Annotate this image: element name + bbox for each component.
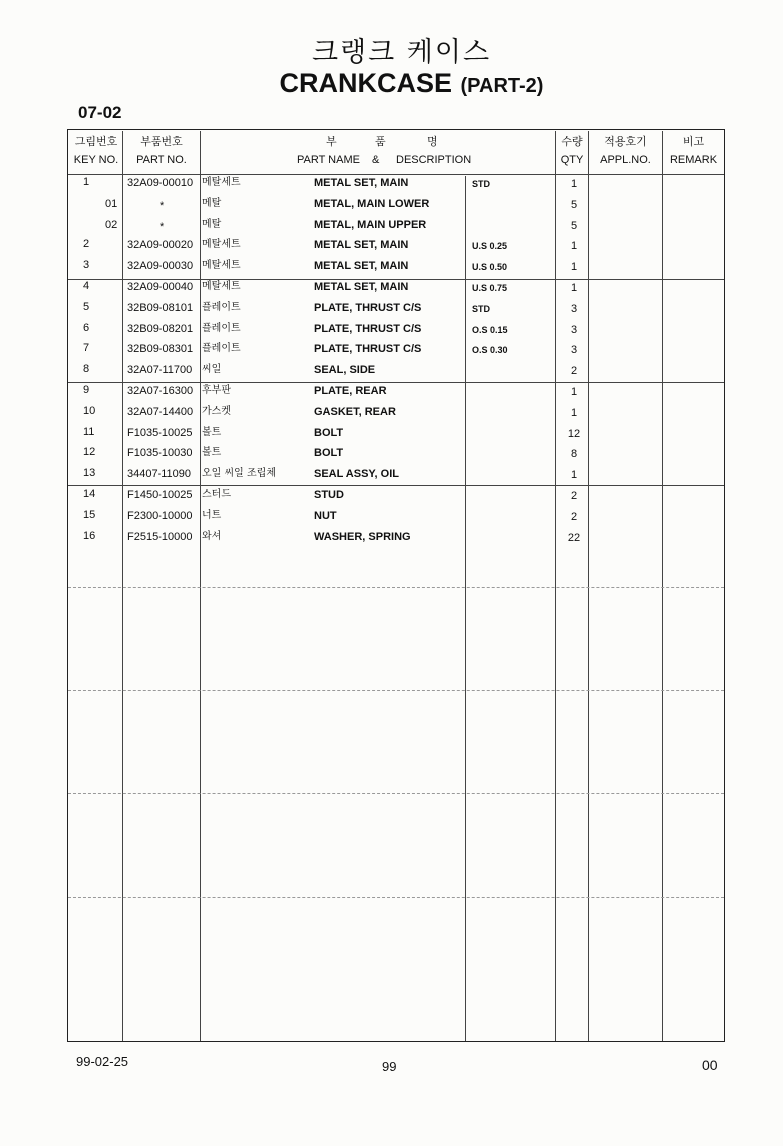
row-key-no: 2 <box>83 238 90 251</box>
row-key-no: 9 <box>83 384 90 396</box>
row-part-no: * <box>160 220 165 233</box>
row-name-korean: 오일 씨일 조립체 <box>202 468 276 480</box>
row-qty: 2 <box>570 510 578 523</box>
row-description: PLATE, THRUST C/S <box>314 343 422 356</box>
row-name-korean: 플레이트 <box>202 301 241 313</box>
group-line-4 <box>68 587 724 588</box>
col-divider-spec <box>465 176 466 1041</box>
row-description: SEAL ASSY, OIL <box>314 468 399 481</box>
row-key-no: 16 <box>83 529 96 542</box>
row-spec: STD <box>472 179 490 189</box>
row-spec: U.S 0.75 <box>472 283 508 293</box>
row-name-korean: 후부판 <box>202 385 231 396</box>
row-key-no: 13 <box>83 467 96 480</box>
row-part-no: * <box>160 199 165 212</box>
row-name-korean: 플레이트 <box>202 343 241 355</box>
row-name-korean: 씨일 <box>202 364 222 376</box>
header-part-ko: 부품번호 <box>140 135 183 148</box>
group-line-5 <box>68 690 724 691</box>
row-description: METAL SET, MAIN <box>314 177 409 189</box>
row-name-korean: 가스켓 <box>202 405 231 417</box>
row-description: METAL SET, MAIN <box>314 260 409 273</box>
row-qty: 3 <box>570 344 578 357</box>
row-description: BOLT <box>314 447 344 460</box>
row-spec: STD <box>472 303 490 314</box>
row-key-no: 10 <box>83 404 96 417</box>
row-part-no: 34407-11090 <box>127 468 192 481</box>
row-key-no: 15 <box>83 508 96 521</box>
row-sub-no: 02 <box>105 218 118 231</box>
row-qty: 12 <box>567 427 581 440</box>
row-qty: 8 <box>570 448 578 461</box>
row-key-no: 11 <box>83 425 95 438</box>
group-line-3 <box>68 485 724 486</box>
row-part-no: 32A09-00030 <box>127 260 194 273</box>
row-part-no: F1035-10030 <box>127 447 193 460</box>
row-name-korean: 메탈세트 <box>202 239 241 251</box>
row-part-no: F2515-10000 <box>127 530 193 543</box>
col-divider-key <box>122 131 123 1041</box>
row-part-no: 32A07-11700 <box>127 364 193 377</box>
row-key-no: 7 <box>83 342 90 355</box>
header-name-en-2: DESCRIPTION <box>396 154 472 166</box>
row-qty: 1 <box>570 261 578 274</box>
row-spec: U.S 0.25 <box>472 241 508 252</box>
row-description: WASHER, SPRING <box>314 530 411 543</box>
row-name-korean: 메탈세트 <box>202 177 241 188</box>
title-korean: 크랭크 케이스 <box>311 37 492 68</box>
group-line-6 <box>68 793 724 794</box>
row-name-korean: 메탈세트 <box>202 260 241 272</box>
footer-revision: 00 <box>702 1057 718 1073</box>
row-part-no: 32A09-00010 <box>127 177 194 189</box>
row-description: PLATE, THRUST C/S <box>314 301 422 314</box>
row-spec: U.S 0.50 <box>472 262 508 273</box>
row-description: METAL SET, MAIN <box>314 281 409 293</box>
row-description: GASKET, REAR <box>314 405 396 418</box>
row-qty: 5 <box>570 198 578 211</box>
row-qty: 2 <box>570 490 578 502</box>
header-qty-ko: 수량 <box>561 135 583 148</box>
row-part-no: 32B09-08301 <box>127 343 194 356</box>
row-part-no: 32A07-14400 <box>127 405 194 418</box>
header-name-ko-1: 부 <box>326 135 337 148</box>
col-divider-part <box>200 131 201 1041</box>
row-name-korean: 와셔 <box>202 530 222 542</box>
row-description: METAL SET, MAIN <box>314 239 409 252</box>
row-key-no: 6 <box>83 321 90 334</box>
row-qty: 1 <box>570 240 578 253</box>
row-part-no: 32B09-08201 <box>127 322 194 335</box>
row-description: SEAL, SIDE <box>314 364 376 377</box>
row-part-no: 32A07-16300 <box>127 385 194 397</box>
row-key-no: 3 <box>83 259 90 272</box>
row-description: NUT <box>314 509 337 522</box>
title-part: (PART-2) <box>460 75 544 97</box>
row-part-no: F1450-10025 <box>127 489 193 501</box>
row-part-no: 32A09-00020 <box>127 239 194 252</box>
row-spec: O.S 0.30 <box>472 345 508 356</box>
row-qty: 3 <box>570 302 578 315</box>
row-key-no: 4 <box>83 280 90 292</box>
header-name-ko-2: 품 <box>375 135 386 148</box>
row-name-korean: 메탈 <box>202 197 222 209</box>
row-description: METAL, MAIN UPPER <box>314 218 427 231</box>
row-qty: 1 <box>570 386 578 398</box>
header-name-ko-3: 명 <box>427 135 438 148</box>
header-remark-en: REMARK <box>669 154 718 166</box>
footer-date: 99-02-25 <box>76 1054 129 1069</box>
row-key-no: 12 <box>83 446 96 459</box>
row-name-korean: 메탈 <box>202 218 222 230</box>
row-sub-no: 01 <box>105 197 118 210</box>
row-qty: 1 <box>570 469 578 482</box>
row-spec: O.S 0.15 <box>472 324 508 335</box>
header-key-ko: 그림번호 <box>74 135 118 148</box>
header-name-en-amp: & <box>372 154 380 166</box>
row-part-no: F2300-10000 <box>127 509 193 522</box>
row-qty: 1 <box>570 406 578 419</box>
row-description: PLATE, REAR <box>314 385 387 397</box>
row-qty: 22 <box>567 531 581 544</box>
header-appl-en: APPL.NO. <box>600 154 651 166</box>
header-bottom-line <box>68 174 724 175</box>
row-name-korean: 플레이트 <box>202 322 241 334</box>
row-description: BOLT <box>314 426 344 439</box>
row-name-korean: 스터드 <box>202 489 231 500</box>
row-qty: 3 <box>570 323 578 336</box>
title-english <box>0 68 783 99</box>
header-name-en-1: PART NAME <box>297 154 360 166</box>
row-key-no: 14 <box>83 488 96 500</box>
row-key-no: 1 <box>83 176 90 188</box>
row-description: STUD <box>314 489 344 501</box>
section-number: 07-02 <box>78 103 122 122</box>
row-qty: 2 <box>570 365 578 378</box>
header-remark-ko: 비고 <box>682 135 705 148</box>
row-name-korean: 너트 <box>202 509 222 521</box>
row-part-no: F1035-10025 <box>127 426 193 439</box>
row-key-no: 5 <box>83 300 90 313</box>
row-description: METAL, MAIN LOWER <box>314 197 430 210</box>
row-key-no: 8 <box>83 363 90 376</box>
footer-page-number: 99 <box>382 1059 397 1074</box>
header-key-en: KEY NO. <box>73 154 119 166</box>
row-qty: 1 <box>570 282 578 294</box>
group-line-2 <box>68 382 724 383</box>
row-name-korean: 볼트 <box>202 447 222 459</box>
row-name-korean: 볼트 <box>202 426 222 438</box>
header-appl-ko: 적용호기 <box>604 135 647 148</box>
group-line-7 <box>68 897 724 898</box>
row-qty: 5 <box>570 219 578 232</box>
col-divider-appl <box>662 131 663 1041</box>
row-part-no: 32A09-00040 <box>127 281 194 293</box>
row-qty: 1 <box>570 178 578 190</box>
row-part-no: 32B09-08101 <box>127 301 194 314</box>
row-name-korean: 메탈세트 <box>202 281 241 292</box>
header-qty-en: QTY <box>560 154 584 166</box>
header-part-en: PART NO. <box>136 154 187 166</box>
title-main: CRANKCASE <box>279 68 453 98</box>
row-description: PLATE, THRUST C/S <box>314 322 422 335</box>
